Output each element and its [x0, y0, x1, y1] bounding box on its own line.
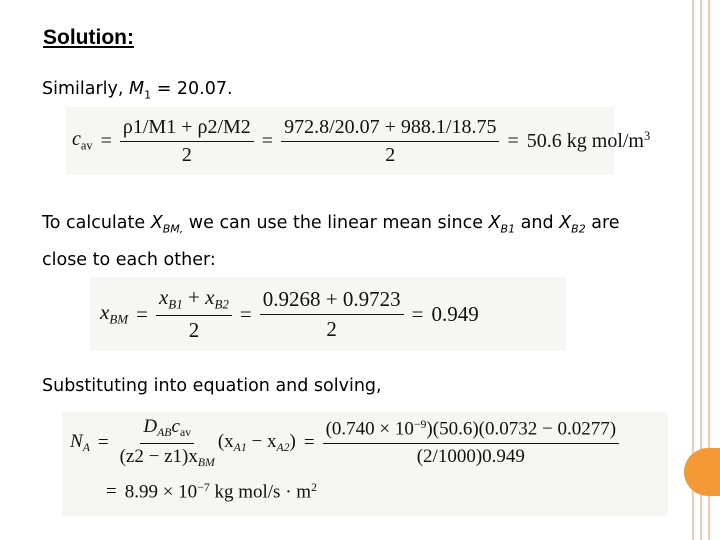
- eq1-lhs: $c_{av}$: [72, 128, 93, 153]
- eq1-f1-num: ρ1/M1 + ρ2/M2: [120, 116, 254, 142]
- eq1-result: 50.6 kg mol/$m^3$: [526, 129, 651, 152]
- line1-prefix: Similarly,: [42, 79, 130, 99]
- eq3-line2: = $8.99 \times 10^{-7}$ kg $mol/s \cdot m^2$: [106, 480, 317, 503]
- line1-var: M: [129, 79, 145, 99]
- eq2-fraction-2: $\frac{0.9268 + 0.9723}{2}$: [260, 287, 404, 342]
- eq1-fraction-2: [281, 116, 499, 167]
- eq2-lhs: $x_{BM}$: [100, 300, 129, 327]
- line-similarly: [42, 74, 233, 111]
- eq1-f1-den: 2: [181, 143, 192, 166]
- eq3-lhs: $N_A$: [70, 430, 90, 455]
- eq1-f2-den: 2: [385, 143, 396, 166]
- eq3-fraction-1: $\frac{D_{AB}c_{av}}{(z2 - z1)x_{BM}}$: [119, 416, 215, 469]
- para-linear-mean: To calculate $X_{BM,}$ we can use the linear mean since $X_{B1}$ and $X_{B2}$ are close to each other:: [42, 213, 620, 270]
- eq3-fraction-2: $\frac{(0.740 \times 10^{-9})(50.6)(0.0732 - 0.0277)}{(2/1000)0.949}$: [323, 418, 619, 467]
- eq3-mid: $(x_{A1} - x_{A2})$: [217, 430, 296, 455]
- eq1-fraction-1: [120, 116, 254, 167]
- eq1-f2-num: 972.8/20.07 + 988.1/18.75: [281, 116, 499, 142]
- equation-xbm: $x_{BM}$ = $\frac{x_{B1} + x_{B2}}{2}$ = $\frac{0.9268 + 0.9723}{2}$ = 0.949: [90, 277, 566, 351]
- line1-value: = 20.07.: [151, 79, 233, 99]
- eq2-fraction-1: $\frac{x_{B1} + x_{B2}}{2}$: [156, 285, 232, 343]
- equation-cav: $c_{av}$ = $\frac{\rho 1/M1 + \rho 2/M2}{2}$ = $\frac{972.8/20.07 + 988.1/18.75}{2}$ = 50.6 kg mol/$m^3$: [66, 107, 614, 175]
- equation-na: $N_A$ = $\frac{D_{AB}c_{av}}{(z2 - z1)x_{BM}}$ $(x_{A1} - x_{A2})$ = $\frac{(0.740 \times 10^{-9})(50.6)(0.0732 - 0.0277)}{(2/1000)0.949}$ = $8.99 \times 10^{-7}$ kg $mol/s \cdot m^2$: [62, 412, 668, 516]
- eq2-result: 0.949: [431, 301, 479, 326]
- para-substituting: Substituting into equation and solving,: [42, 376, 382, 396]
- solution-heading: Solution:: [43, 26, 134, 49]
- line1-sub: 1: [144, 88, 152, 102]
